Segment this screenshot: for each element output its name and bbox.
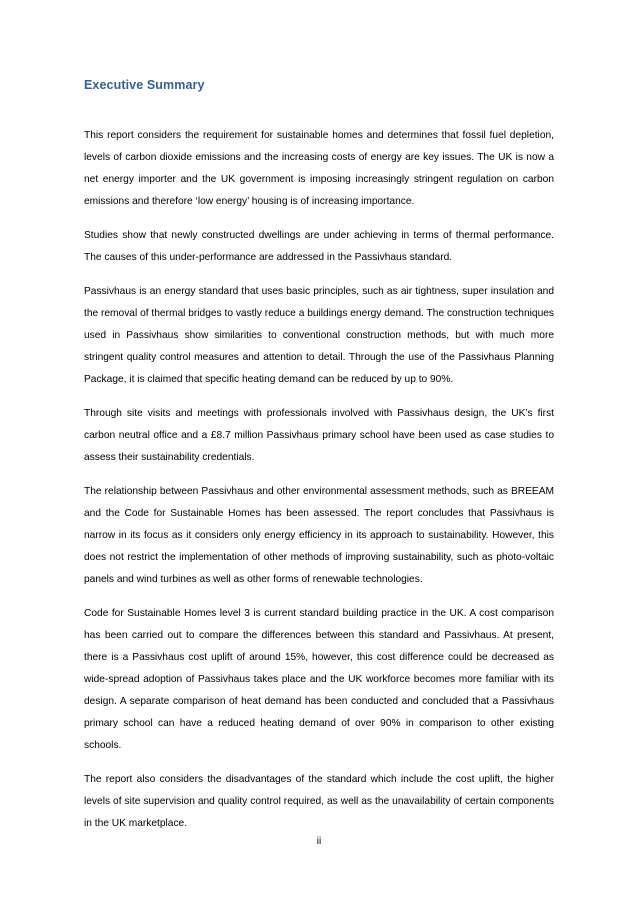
paragraph-passivhaus: Passivhaus is an energy standard that uses basic principles, such as air tightness, super insulation and the removal of thermal bridges to vastly reduce a buildings energy demand. The construction techniques used in Passivhaus show similarities to conventional construction methods, but with much more stringent quality control measures and attention to detail. Through the use of the Passivhaus Planning Package, it is claimed that specific heating demand can be reduced by up to 90%. <box>84 286 554 385</box>
paragraph-studies: Studies show that newly constructed dwellings are under achieving in terms of thermal performance. The causes of this under-performance are addressed in the Passivhaus standard. <box>84 230 554 263</box>
paragraph-site-visits: Through site visits and meetings with professionals involved with Passivhaus design, the UK’s first carbon neutral office and a £8.7 million Passivhaus primary school have been used as case studies to assess their sustainability credentials. <box>84 408 554 463</box>
paragraph-intro: This report considers the requirement for sustainable homes and determines that fossil fuel depletion, levels of carbon dioxide emissions and the increasing costs of energy are key issues. The UK is now a net energy importer and the UK government is imposing increasingly stringent regulation on carbon emissions and therefore ‘low energy’ housing is of increasing importance. <box>84 130 554 207</box>
section-heading: Executive Summary <box>84 78 205 92</box>
paragraph-disadvantages: The report also considers the disadvantages of the standard which include the cost uplift, the higher levels of site supervision and quality control required, as well as the unavailability of certain components in the UK marketplace. <box>84 774 554 829</box>
paragraph-cost-comparison: Code for Sustainable Homes level 3 is current standard building practice in the UK. A cost comparison has been carried out to compare the differences between this standard and Passivhaus. At present, there is a Passivhaus cost uplift of around 15%, however, this cost difference could be decreased as wide-spread adoption of Passivhaus takes place and the UK workforce becomes more familiar with its design. A separate comparison of heat demand has been conducted and concluded that a Passivhaus primary school can have a reduced heating demand of over 90% in comparison to other existing schools. <box>84 608 554 751</box>
paragraph-relationship: The relationship between Passivhaus and other environmental assessment methods, such as BREEAM and the Code for Sustainable Homes has been assessed. The report concludes that Passivhaus is narrow in its focus as it considers only energy efficiency in its approach to sustainability. However, this does not restrict the implementation of other methods of improving sustainability, such as photo-voltaic panels and wind turbines as well as other forms of renewable technologies. <box>84 486 554 585</box>
page-number: ii <box>316 836 322 847</box>
summary-body <box>84 125 554 847</box>
